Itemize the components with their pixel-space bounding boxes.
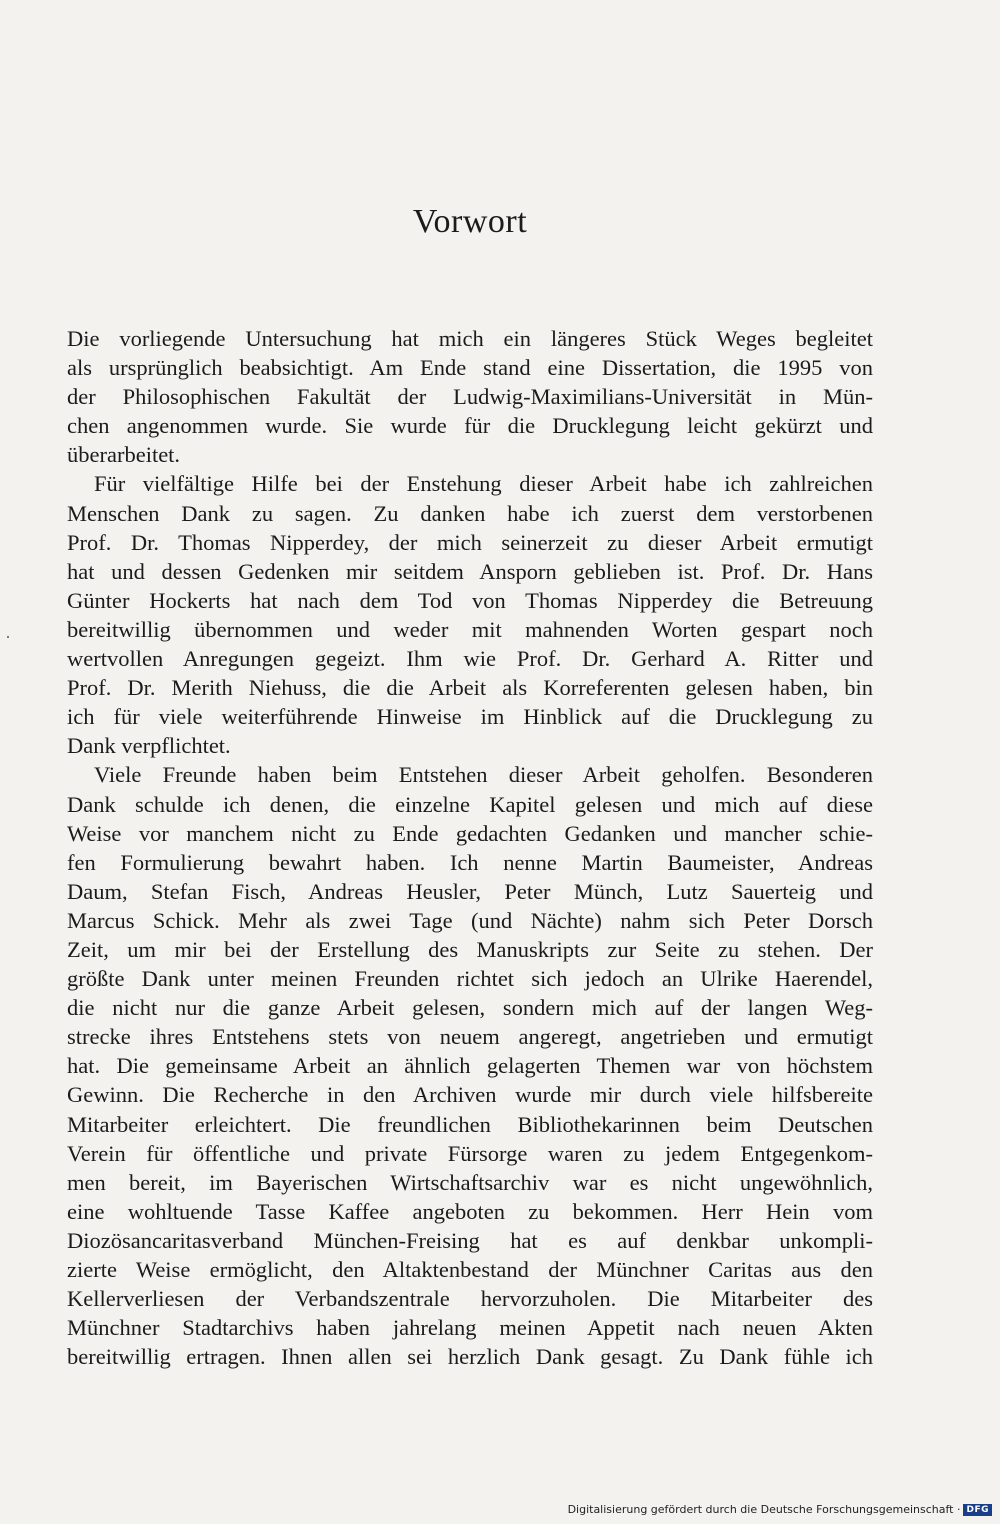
text-line: hat und dessen Gedenken mir seitdem Ansporn geblieben ist. Prof. Dr. Hans	[67, 558, 873, 584]
text-line: Viele Freunde haben beim Entstehen dieser Arbeit geholfen. Besonderen	[94, 762, 873, 788]
text-line: die nicht nur die ganze Arbeit gelesen, sondern mich auf der langen Weg-	[67, 995, 873, 1021]
text-line: Prof. Dr. Thomas Nipperdey, der mich seinerzeit zu dieser Arbeit ermutigt	[67, 529, 873, 555]
text-line: als ursprünglich beabsichtigt. Am Ende stand eine Dissertation, die 1995 von	[67, 355, 873, 381]
scan-speck	[7, 636, 9, 638]
text-line: hat. Die gemeinsame Arbeit an ähnlich gelagerten Themen war von höchstem	[67, 1053, 873, 1079]
text-line: Zeit, um mir bei der Erstellung des Manuskripts zur Seite zu stehen. Der	[67, 936, 873, 962]
text-line: Günter Hockerts hat nach dem Tod von Thomas Nipperdey die Betreuung	[67, 587, 873, 613]
text-line: überarbeitet.	[67, 442, 181, 468]
text-line: Marcus Schick. Mehr als zwei Tage (und Nächte) nahm sich Peter Dorsch	[67, 907, 873, 933]
text-line: Die vorliegende Untersuchung hat mich ein längeres Stück Weges begleitet	[67, 326, 873, 351]
text-line: Weise vor manchem nicht zu Ende gedachten Gedanken und mancher schie-	[67, 820, 873, 846]
body-text	[67, 324, 873, 1371]
digitization-footer	[568, 1503, 992, 1516]
text-line: der Philosophischen Fakultät der Ludwig-Maximilians-Universität in Mün-	[67, 384, 873, 410]
text-line: Münchner Stadtarchivs haben jahrelang meinen Appetit nach neuen Akten	[67, 1315, 873, 1341]
page-title: Vorwort	[412, 203, 528, 240]
text-line: Mitarbeiter erleichtert. Die freundlichen Bibliothekarinnen beim Deutschen	[67, 1111, 873, 1137]
text-line: Dank verpflichtet.	[67, 733, 231, 759]
text-line: chen angenommen wurde. Sie wurde für die Drucklegung leicht gekürzt und	[67, 413, 873, 439]
text-line: zierte Weise ermöglicht, den Altaktenbestand der Münchner Caritas aus den	[67, 1257, 873, 1282]
text-line: fen Formulierung bewahrt haben. Ich nenne Martin Baumeister, Andreas	[67, 849, 873, 875]
text-line: Daum, Stefan Fisch, Andreas Heusler, Peter Münch, Lutz Sauerteig und	[67, 878, 873, 904]
text-line: Kellerverliesen der Verbandszentrale hervorzuholen. Die Mitarbeiter des	[67, 1286, 873, 1312]
text-line: Prof. Dr. Merith Niehuss, die die Arbeit als Korreferenten gelesen haben, bin	[67, 675, 873, 701]
text-line: größte Dank unter meinen Freunden richtet sich jedoch an Ulrike Haerendel,	[67, 966, 873, 992]
text-line: Diozösancaritasverband München-Freising hat es auf denkbar unkompli-	[67, 1227, 873, 1253]
footer-credit: Digitalisierung gefördert durch die Deutsche Forschungsgemeinschaft ·	[567, 1503, 961, 1516]
text-line: strecke ihres Entstehens stets von neuem angeregt, angetrieben und ermutigt	[67, 1024, 873, 1050]
text-line: wertvollen Anregungen gegeizt. Ihm wie Prof. Dr. Gerhard A. Ritter und	[67, 646, 873, 672]
text-line: ich für viele weiterführende Hinweise im Hinblick auf die Drucklegung zu	[67, 704, 873, 730]
text-line: men bereit, im Bayerischen Wirtschaftsarchiv war es nicht ungewöhnlich,	[67, 1169, 873, 1195]
text-line: Gewinn. Die Recherche in den Archiven wurde mir durch viele hilfsbereite	[67, 1082, 873, 1108]
text-line: Für vielfältige Hilfe bei der Enstehung dieser Arbeit habe ich zahlreichen	[94, 471, 873, 497]
text-line: Verein für öffentliche und private Fürsorge waren zu jedem Entgegenkom-	[67, 1140, 873, 1166]
text-line: eine wohltuende Tasse Kaffee angeboten zu bekommen. Herr Hein vom	[67, 1198, 873, 1224]
text-line: Menschen Dank zu sagen. Zu danken habe ich zuerst dem verstorbenen	[67, 500, 873, 526]
text-line: Dank schulde ich denen, die einzelne Kapitel gelesen und mich auf diese	[67, 791, 873, 817]
dfg-logo-icon: DFG	[963, 1504, 992, 1516]
text-line: bereitwillig übernommen und weder mit mahnenden Worten gespart noch	[67, 616, 873, 642]
text-line: bereitwillig ertragen. Ihnen allen sei herzlich Dank gesagt. Zu Dank fühle ich	[67, 1344, 873, 1370]
